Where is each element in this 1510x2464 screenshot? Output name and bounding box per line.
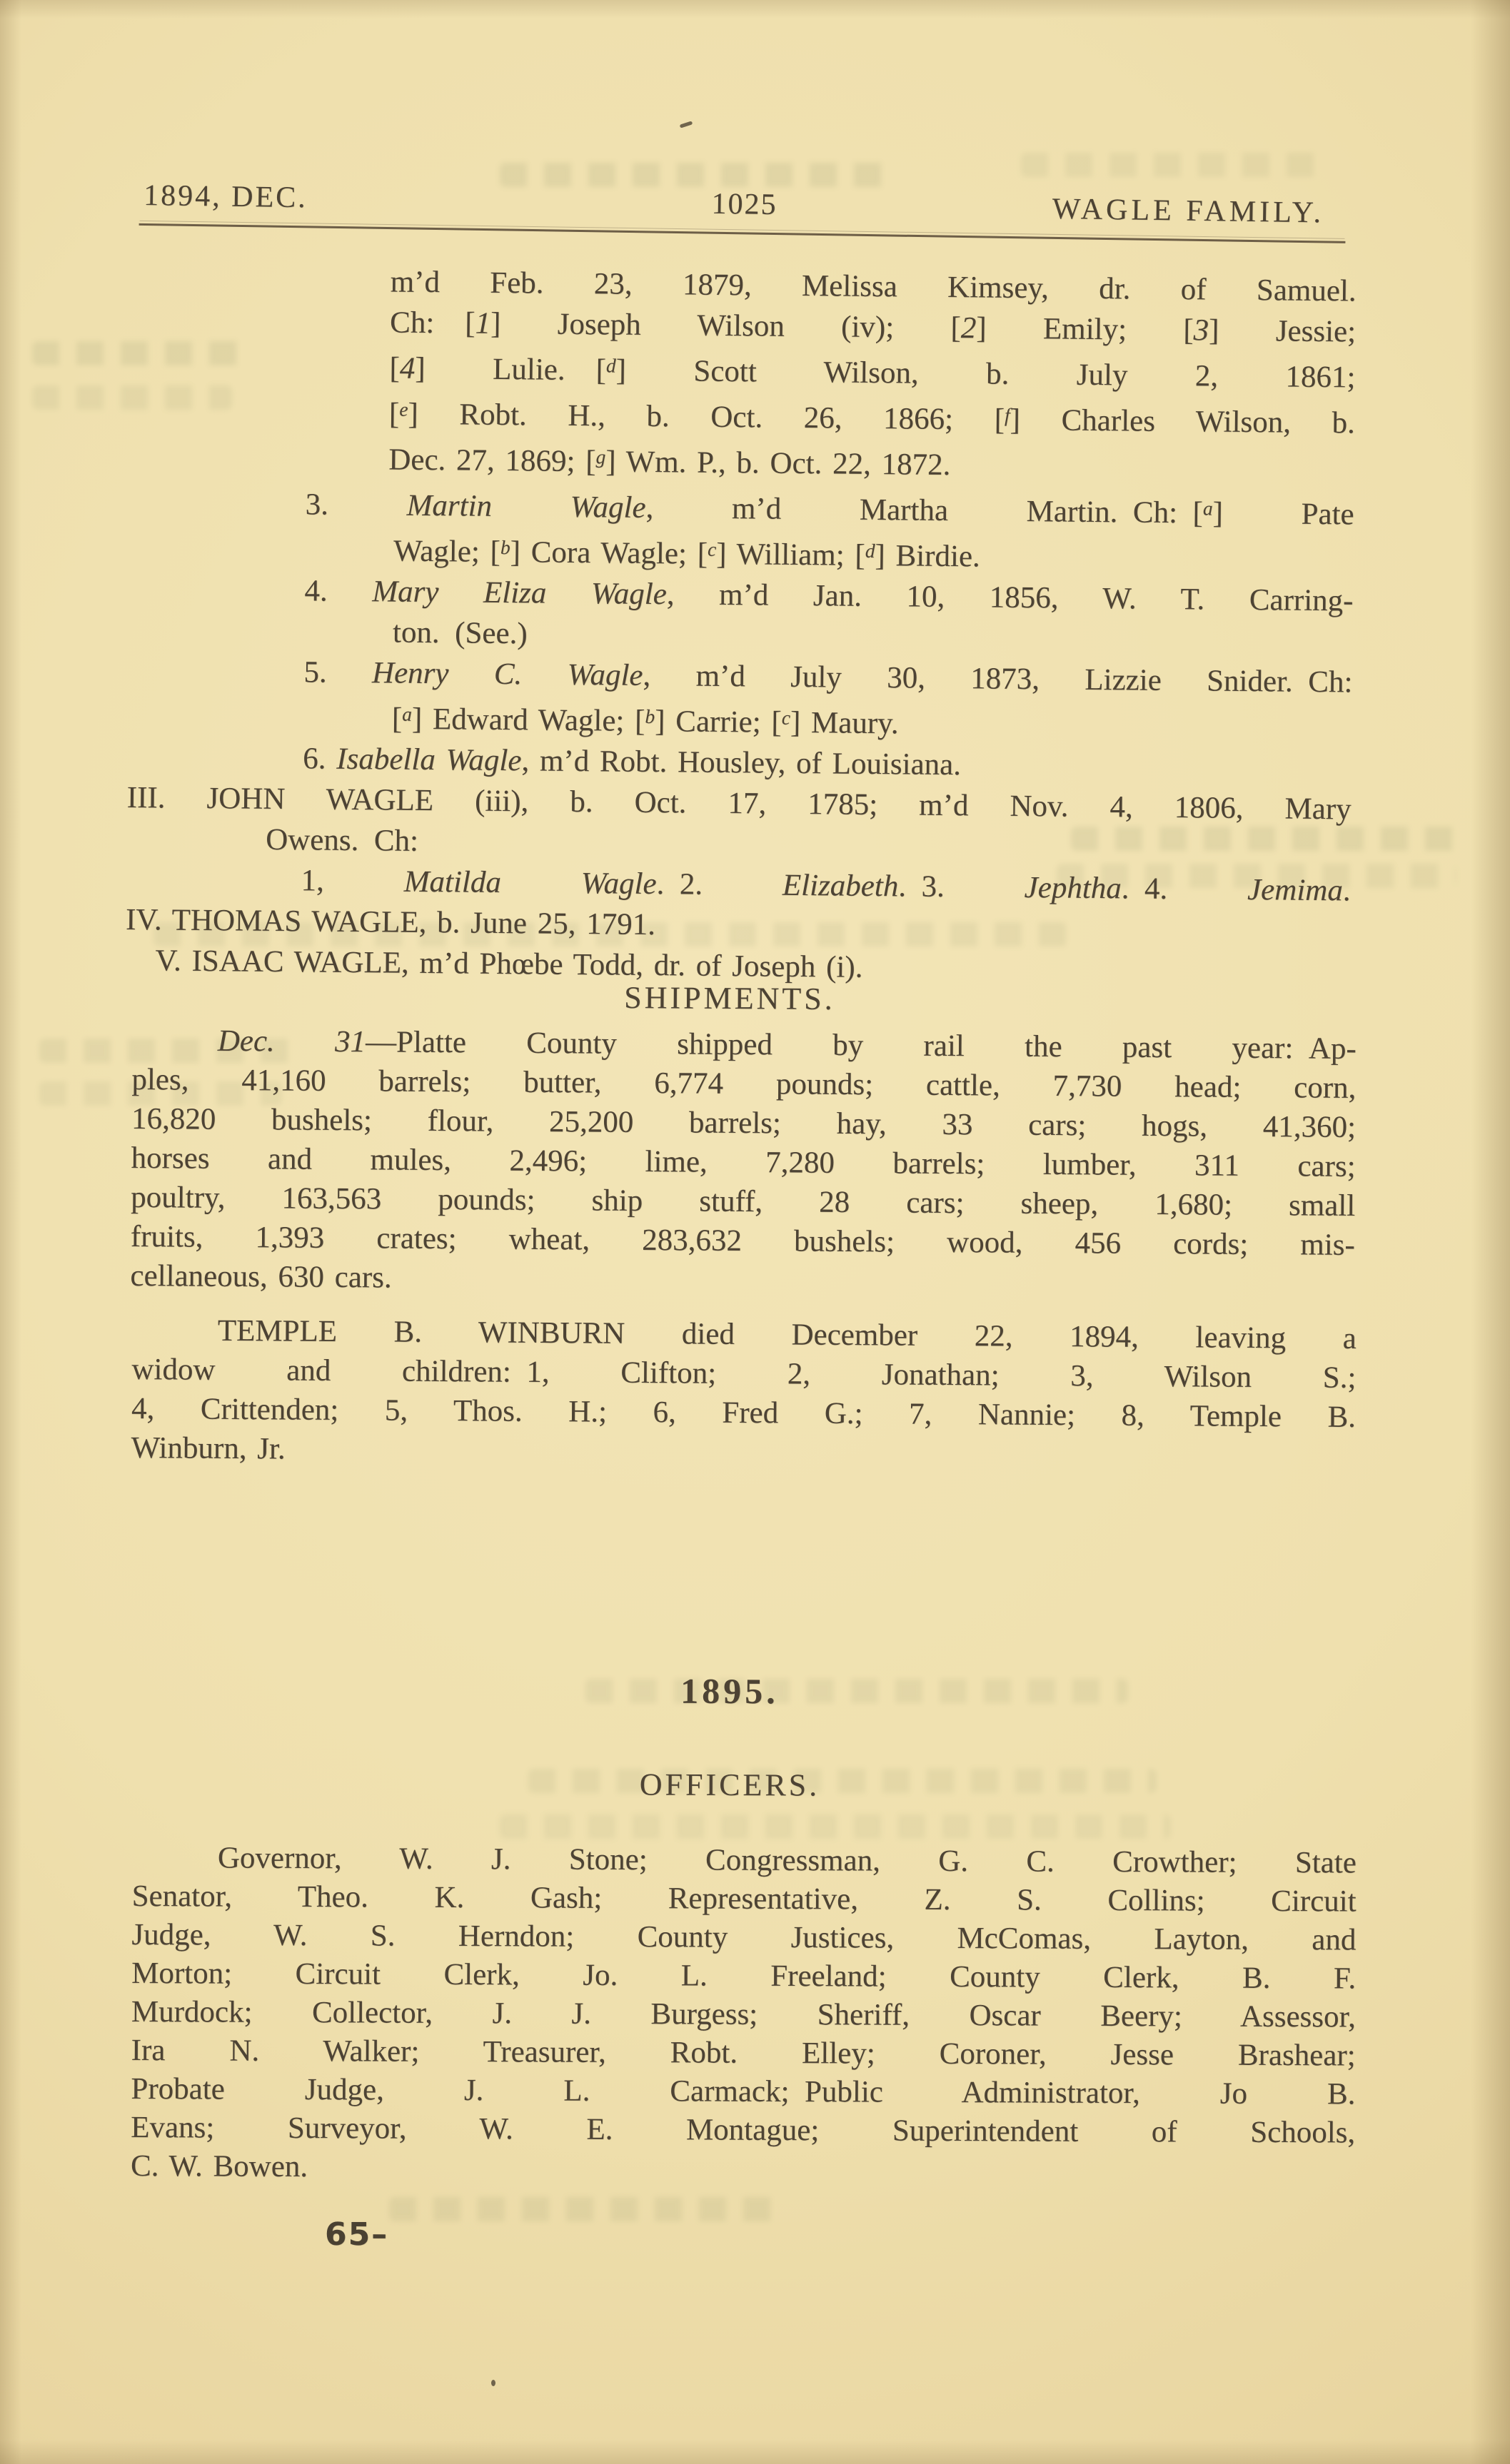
text-line: widow and children: 1, Clifton; 2, Jonathan; 3, Wilson S.; bbox=[131, 1352, 1357, 1395]
text-line: Owens. Ch: bbox=[265, 822, 419, 858]
genealogy-section bbox=[125, 259, 1357, 992]
text-line: Senator, Theo. K. Gash; Representative, Z. S. Collins; Circuit bbox=[131, 1879, 1357, 1919]
text-line: poultry, 163,563 pounds; ship stuff, 28 cars; sheep, 1,680; small bbox=[131, 1180, 1356, 1223]
text-line: Dec. 31—Platte County shipped by rail the past year: Ap- bbox=[217, 1024, 1357, 1066]
text-line: C. W. Bowen. bbox=[130, 2149, 308, 2184]
show-through-smudge bbox=[389, 2197, 782, 2221]
text-line: Evans; Surveyor, W. E. Montague; Superintendent of Schools, bbox=[131, 2110, 1356, 2150]
text-line: 5. Henry C. Wagle, m’d July 30, 1873, Lizzie Snider. Ch: bbox=[303, 655, 1353, 700]
show-through-smudge bbox=[1021, 153, 1321, 177]
show-through-smudge bbox=[500, 163, 885, 187]
officers-paragraph bbox=[131, 1839, 1357, 2191]
show-through-smudge bbox=[500, 1814, 1171, 1839]
text-line: Judge, W. S. Herndon; County Justices, McComas, Layton, and bbox=[131, 1917, 1357, 1957]
text-line: IV. THOMAS WAGLE, b. June 25, 1791. bbox=[125, 902, 656, 942]
text-line: ples, 41,160 barrels; butter, 6,774 pounds; cattle, 7,730 head; corn, bbox=[131, 1062, 1357, 1105]
text-line: [4] Lulie. [$^d$] Scott Wilson, b. July 2, 1861; bbox=[389, 351, 1356, 395]
year-heading: 1895. bbox=[680, 1670, 779, 1712]
header-page-number: 1025 bbox=[711, 187, 777, 222]
text-line: Wagle; [$^b$] Cora Wagle; [$^c$] William; [$^d$] Birdie. bbox=[393, 534, 981, 574]
text-line: Ch: [1] Joseph Wilson (iv); [2] Emily; [3] Jessie; bbox=[389, 306, 1357, 349]
text-line: [$^a$] Edward Wagle; [$^b$] Carrie; [$^c$] Maury. bbox=[391, 702, 899, 741]
text-line: Murdock; Collector, J. J. Burgess; Sheriff, Oscar Beery; Assessor, bbox=[131, 1994, 1357, 2034]
text-line: m’d Feb. 23, 1879, Melissa Kimsey, dr. of Samuel. bbox=[390, 265, 1357, 308]
text-line: TEMPLE B. WINBURN died December 22, 1894, leaving a bbox=[217, 1313, 1357, 1355]
signature-mark: 65– bbox=[324, 2216, 389, 2253]
text-line: 6. Isabella Wagle, m’d Robt. Housley, of Louisiana. bbox=[303, 742, 962, 782]
text-line: cellaneous, 630 cars. bbox=[130, 1258, 392, 1295]
text-line: ton. (See.) bbox=[392, 615, 528, 651]
text-line: Governor, W. J. Stone; Congressman, G. C. Crowther; State bbox=[217, 1841, 1357, 1880]
text-line: 16,820 bushels; flour, 25,200 barrels; hay, 33 cars; hogs, 41,360; bbox=[131, 1101, 1357, 1144]
text-line: horses and mules, 2,496; lime, 7,280 barrels; lumber, 311 cars; bbox=[131, 1141, 1356, 1183]
text-line: III. JOHN WAGLE (iii), b. Oct. 17, 1785; m’d Nov. 4, 1806, Mary bbox=[126, 780, 1352, 827]
paper-speck bbox=[491, 2380, 495, 2386]
page-header bbox=[132, 179, 1357, 230]
text-line: Probate Judge, J. L. Carmack; Public Administrator, Jo B. bbox=[131, 2071, 1356, 2111]
header-family-title: WAGLE FAMILY. bbox=[1052, 192, 1325, 230]
text-line: V. ISAAC WAGLE, m’d Phœbe Todd, dr. of Joseph (i). bbox=[155, 944, 863, 984]
text-line: Dec. 27, 1869; [$^g$] Wm. P., b. Oct. 22, 1872. bbox=[388, 443, 951, 483]
text-line: 4. Mary Eliza Wagle, m’d Jan. 10, 1856, W. T. Carring- bbox=[304, 574, 1354, 618]
shipments-heading: SHIPMENTS. bbox=[624, 979, 835, 1017]
text-line: 3. Martin Wagle, m’d Martha Martin. Ch: [$^a$] Pate bbox=[305, 488, 1354, 532]
text-line: Morton; Circuit Clerk, Jo. L. Freeland; County Clerk, B. F. bbox=[131, 1956, 1357, 1996]
paper-speck bbox=[680, 121, 693, 128]
text-line: fruits, 1,393 crates; wheat, 283,632 bushels; wood, 456 cords; mis- bbox=[130, 1219, 1356, 1262]
text-line: [$^e$] Robt. H., b. Oct. 26, 1866; [$^f$] Charles Wilson, b. bbox=[388, 397, 1356, 440]
header-date: 1894, DEC. bbox=[143, 178, 308, 215]
officers-heading: OFFICERS. bbox=[639, 1767, 820, 1803]
shipments-paragraph bbox=[130, 1021, 1357, 1304]
text-line: Winburn, Jr. bbox=[131, 1430, 286, 1466]
text-line: Ira N. Walker; Treasurer, Robt. Elley; Coroner, Jesse Brashear; bbox=[131, 2033, 1356, 2073]
winburn-paragraph bbox=[131, 1311, 1356, 1476]
text-line: 1, Matilda Wagle. 2. Elizabeth. 3. Jephtha. 4. Jemima. bbox=[301, 864, 1351, 908]
text-line: 4, Crittenden; 5, Thos. H.; 6, Fred G.; 7, Nannie; 8, Temple B. bbox=[131, 1391, 1357, 1434]
